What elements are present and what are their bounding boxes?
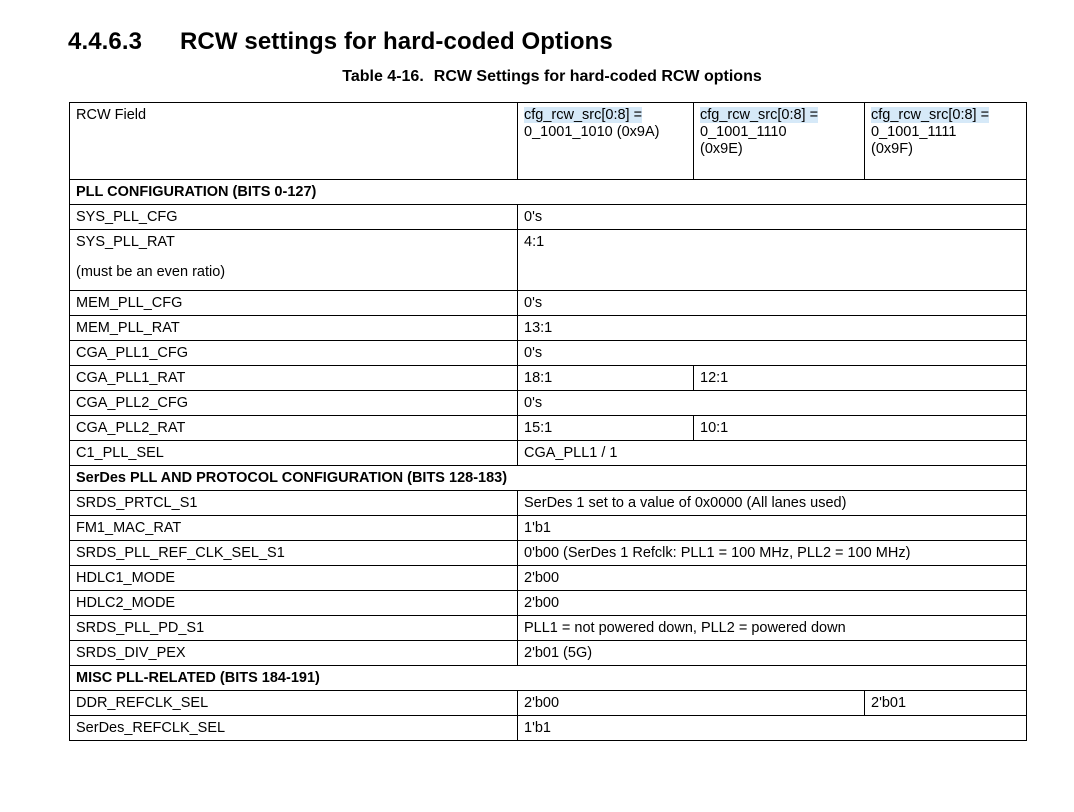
row-value: 0's [518, 391, 1027, 416]
row-field: SRDS_PLL_PD_S1 [70, 616, 518, 641]
column-header-field: RCW Field [70, 103, 518, 180]
table-row [70, 366, 1027, 391]
table-row [70, 416, 1027, 441]
column-header-0x9F-line1: cfg_rcw_src[0:8] = [871, 107, 990, 123]
table-row [70, 541, 1027, 566]
row-value-alt: 12:1 [694, 366, 1027, 391]
column-header-0x9A-line1: cfg_rcw_src[0:8] = [524, 107, 643, 123]
row-value: 2'b01 (5G) [518, 641, 1027, 666]
table-row [70, 491, 1027, 516]
table-row [70, 591, 1027, 616]
row-field: CGA_PLL2_RAT [70, 416, 518, 441]
row-value: 1'b1 [518, 716, 1027, 741]
row-field: FM1_MAC_RAT [70, 516, 518, 541]
row-value: SerDes 1 set to a value of 0x0000 (All lanes used) [518, 491, 1027, 516]
row-field: CGA_PLL1_RAT [70, 366, 518, 391]
table-caption-label: Table 4-16. [342, 68, 424, 85]
section-title-text: RCW settings for hard-coded Options [180, 28, 613, 55]
table-row [70, 441, 1027, 466]
table-caption [0, 68, 1074, 86]
column-header-0x9E [694, 103, 865, 180]
row-value: PLL1 = not powered down, PLL2 = powered down [518, 616, 1027, 641]
group-label-pll-config: PLL CONFIGURATION (BITS 0-127) [70, 180, 1027, 205]
page-title [68, 28, 613, 56]
table-group-row [70, 180, 1027, 205]
row-value: 0's [518, 291, 1027, 316]
row-value: 1'b1 [518, 516, 1027, 541]
table-header-row [70, 103, 1027, 180]
row-value: 4:1 [518, 230, 1027, 291]
column-header-0x9A-line2: 0_1001_1010 (0x9A) [524, 124, 660, 140]
table-row [70, 291, 1027, 316]
row-value: 2'b00 [518, 591, 1027, 616]
row-field: CGA_PLL1_CFG [70, 341, 518, 366]
row-value: CGA_PLL1 / 1 [518, 441, 1027, 466]
row-field [70, 230, 518, 291]
row-field-note: (must be an even ratio) [76, 264, 226, 280]
column-header-0x9E-line1: cfg_rcw_src[0:8] = [700, 107, 819, 123]
column-header-0x9F-line3: (0x9F) [871, 141, 913, 157]
table-row [70, 516, 1027, 541]
rcw-settings-table [69, 102, 1027, 741]
row-value: 15:1 [518, 416, 694, 441]
row-field: HDLC1_MODE [70, 566, 518, 591]
column-header-0x9E-line2: 0_1001_1110 [700, 124, 787, 140]
row-value: 13:1 [518, 316, 1027, 341]
column-header-0x9A [518, 103, 694, 180]
row-value: 0'b00 (SerDes 1 Refclk: PLL1 = 100 MHz, PLL2 = 100 MHz) [518, 541, 1027, 566]
table-row [70, 230, 1027, 291]
row-field: HDLC2_MODE [70, 591, 518, 616]
row-field: MEM_PLL_CFG [70, 291, 518, 316]
table-row [70, 691, 1027, 716]
column-header-0x9E-line3: (0x9E) [700, 141, 743, 157]
row-value: 2'b00 [518, 566, 1027, 591]
table-row [70, 566, 1027, 591]
column-header-0x9F [865, 103, 1027, 180]
table-caption-text: RCW Settings for hard-coded RCW options [433, 68, 762, 85]
row-value: 18:1 [518, 366, 694, 391]
table-group-row [70, 466, 1027, 491]
row-field: SRDS_DIV_PEX [70, 641, 518, 666]
row-field: SRDS_PRTCL_S1 [70, 491, 518, 516]
row-value-alt: 10:1 [694, 416, 1027, 441]
row-value: 0's [518, 205, 1027, 230]
row-field: C1_PLL_SEL [70, 441, 518, 466]
row-field: SYS_PLL_CFG [70, 205, 518, 230]
row-field: CGA_PLL2_CFG [70, 391, 518, 416]
row-value: 0's [518, 341, 1027, 366]
row-field: SerDes_REFCLK_SEL [70, 716, 518, 741]
table-row [70, 391, 1027, 416]
table-row [70, 641, 1027, 666]
row-value: 2'b00 [518, 691, 865, 716]
group-label-misc-pll: MISC PLL-RELATED (BITS 184-191) [70, 666, 1027, 691]
group-label-serdes-pll: SerDes PLL AND PROTOCOL CONFIGURATION (BITS 128-183) [70, 466, 1027, 491]
section-number: 4.4.6.3 [68, 28, 143, 55]
table-row [70, 205, 1027, 230]
row-value-alt: 2'b01 [865, 691, 1027, 716]
table-row [70, 341, 1027, 366]
column-header-0x9F-line2: 0_1001_1111 [871, 124, 957, 140]
table-row [70, 316, 1027, 341]
table-row [70, 716, 1027, 741]
row-field: SRDS_PLL_REF_CLK_SEL_S1 [70, 541, 518, 566]
table-row [70, 616, 1027, 641]
row-field: DDR_REFCLK_SEL [70, 691, 518, 716]
row-field: MEM_PLL_RAT [70, 316, 518, 341]
table-group-row [70, 666, 1027, 691]
row-field-label: SYS_PLL_RAT [76, 234, 175, 250]
